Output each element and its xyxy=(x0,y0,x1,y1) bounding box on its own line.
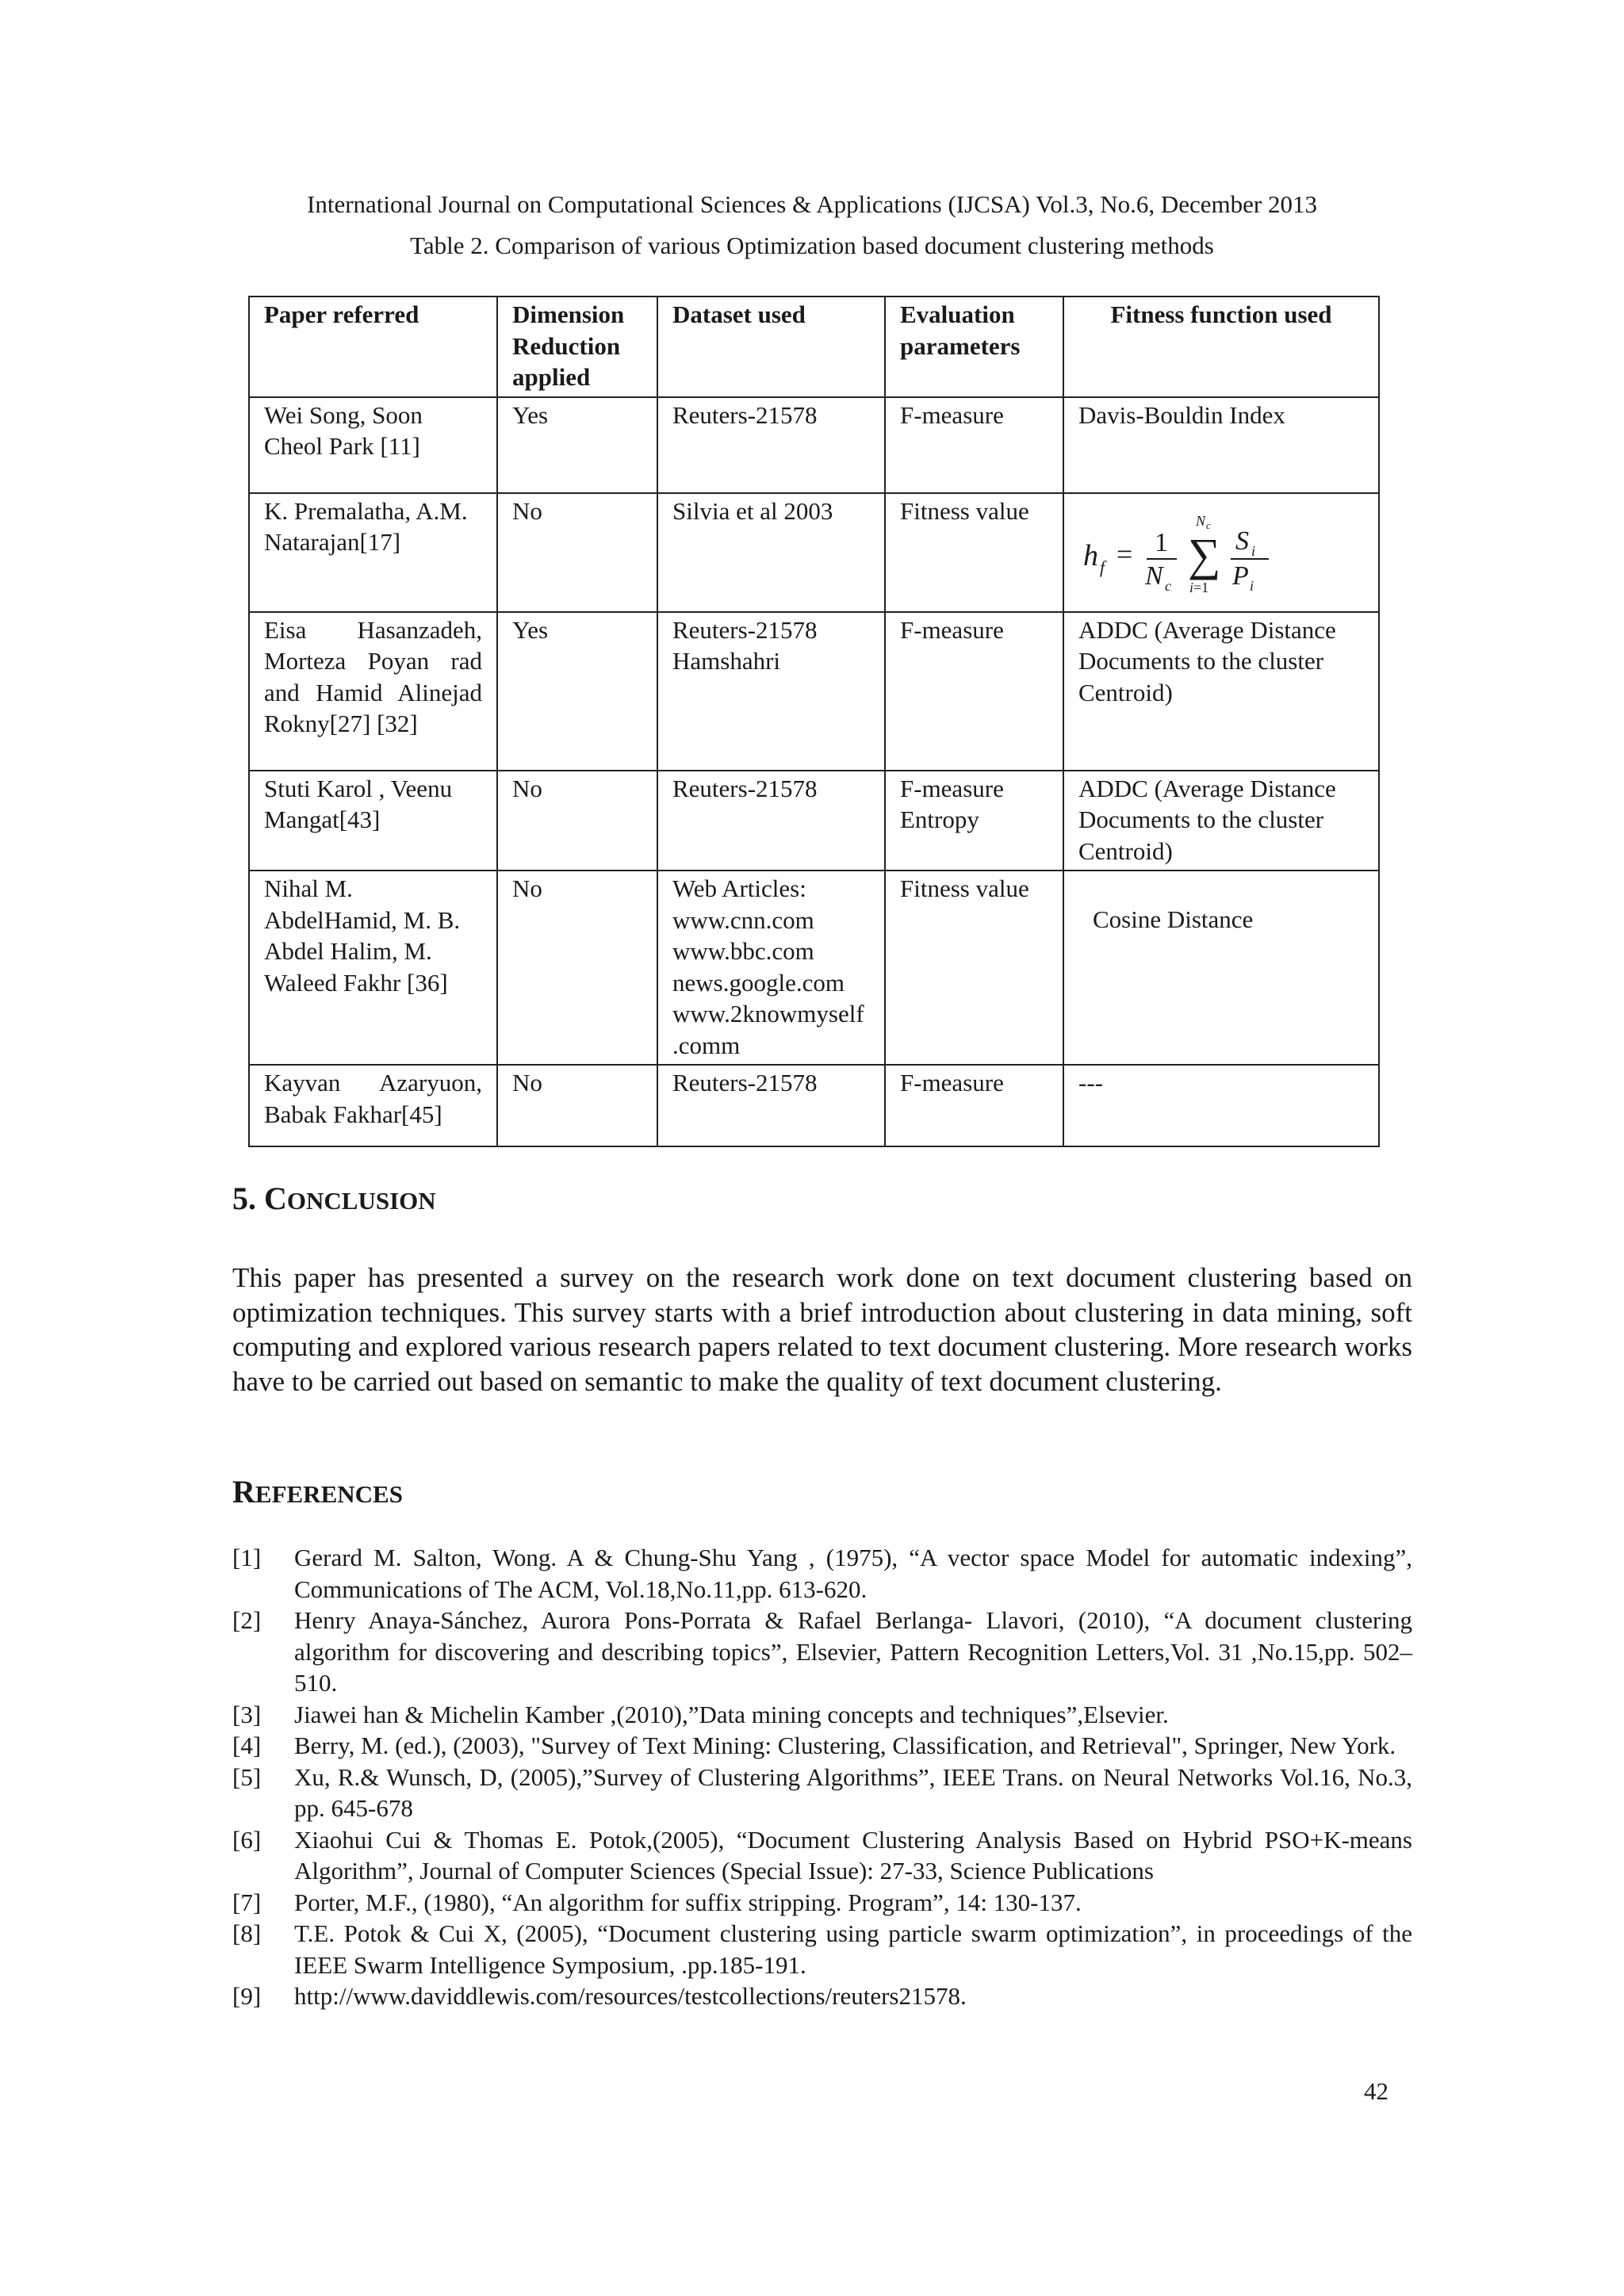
svg-text:f: f xyxy=(1100,557,1105,577)
table-row xyxy=(249,1065,1379,1146)
table-cell: No xyxy=(497,871,657,1065)
conclusion-heading: 5. CONCLUSION xyxy=(232,1181,436,1216)
references-heading: REFERENCES xyxy=(232,1474,403,1510)
table-cell: Fitness value xyxy=(885,871,1063,1065)
table-cell: Kayvan Azaryuon, Babak Fakhar[45] xyxy=(249,1065,497,1146)
table-cell: Fitness value xyxy=(885,493,1063,612)
svg-text:N: N xyxy=(1196,512,1206,529)
fitness-formula xyxy=(1078,511,1285,599)
table-row xyxy=(249,612,1379,771)
table-row xyxy=(249,397,1379,493)
table-cell: Yes xyxy=(497,612,657,771)
table-cell: Reuters-21578 xyxy=(657,771,885,871)
column-header: Dataset used xyxy=(657,297,885,397)
table-cell: F-measure xyxy=(885,612,1063,771)
svg-text:S: S xyxy=(1235,526,1249,556)
table-cell: K. Premalatha, A.M. Natarajan[17] xyxy=(249,493,497,612)
reference-item: [2] Henry Anaya-Sánchez, Aurora Pons-Porrata & Rafael Berlanga- Llavori, (2010), “A document clustering algorithm for discovering and describing topics”, Elsevier, Pattern Recognition Letters,Vol. 31 ,No.15,pp. 502–510. xyxy=(232,1606,1412,1697)
reference-item: [1] Gerard M. Salton, Wong. A & Chung-Shu Yang , (1975), “A vector space Model for automatic indexing”, Communications of The ACM, Vol.18,No.11,pp. 613-620. xyxy=(232,1544,1412,1603)
table-cell: Davis-Bouldin Index xyxy=(1063,397,1379,493)
column-header: Evaluation parameters xyxy=(885,297,1063,397)
table-row xyxy=(249,493,1379,612)
table-header-row xyxy=(249,297,1379,397)
table-cell: F-measure xyxy=(885,1065,1063,1146)
svg-text:i: i xyxy=(1251,542,1256,559)
table-cell: No xyxy=(497,1065,657,1146)
reference-item: [4] Berry, M. (ed.), (2003), "Survey of Text Mining: Clustering, Classification, and Retrieval", Springer, New York. xyxy=(232,1732,1396,1759)
column-header: Dimension Reduction applied xyxy=(497,297,657,397)
table-cell: F-measure xyxy=(885,397,1063,493)
conclusion-paragraph: This paper has presented a survey on the research work done on text document clustering based on optimization techniques. This survey starts with a brief introduction about clustering in data mining, soft computing and explored various research papers related to text document clustering. More research works have to be carried out based on semantic to make the quality of text document clustering. xyxy=(232,1262,1412,1397)
column-header: Fitness function used xyxy=(1063,297,1379,397)
svg-text:1: 1 xyxy=(1155,527,1168,557)
reference-list xyxy=(232,1542,1412,2012)
reference-item: [9] http://www.daviddlewis.com/resources/testcollections/reuters21578. xyxy=(232,1982,967,2010)
table-cell: --- xyxy=(1063,1065,1379,1146)
svg-text:i: i xyxy=(1250,577,1254,594)
svg-text:∑: ∑ xyxy=(1188,528,1221,580)
table-cell xyxy=(1063,871,1379,1065)
table-row xyxy=(249,771,1379,871)
reference-item: [5] Xu, R.& Wunsch, D, (2005),”Survey of Clustering Algorithms”, IEEE Trans. on Neural Networks Vol.16, No.3, pp. 645-678 xyxy=(232,1762,1412,1822)
table-cell: Eisa Hasanzadeh, Morteza Poyan rad and Hamid Alinejad Rokny[27] [32] xyxy=(249,612,497,771)
table-row xyxy=(249,871,1379,1065)
comparison-table xyxy=(248,296,1380,1147)
table-cell: No xyxy=(497,493,657,612)
svg-text:c: c xyxy=(1206,519,1211,531)
reference-item: [8] T.E. Potok & Cui X, (2005), “Document clustering using particle swarm optimization”, in proceedings of the IEEE Swarm Intelligence Symposium, .pp.185-191. xyxy=(232,1919,1412,1979)
table-cell: Nihal M. AbdelHamid, M. B. Abdel Halim, M. Waleed Fakhr [36] xyxy=(249,871,497,1065)
table-cell xyxy=(1063,493,1379,612)
reference-item: [7] Porter, M.F., (1980), “An algorithm for suffix stripping. Program”, 14: 130-137. xyxy=(232,1888,1082,1916)
table-cell: No xyxy=(497,771,657,871)
table-cell: Silvia et al 2003 xyxy=(657,493,885,612)
table-caption: Table 2. Comparison of various Optimization based document clustering methods xyxy=(410,232,1214,259)
table-cell: Reuters-21578 Hamshahri xyxy=(657,612,885,771)
column-header: Paper referred xyxy=(249,297,497,397)
table-cell: Yes xyxy=(497,397,657,493)
reference-item: [6] Xiaohui Cui & Thomas E. Potok,(2005), “Document Clustering Analysis Based on Hybrid PSO+K-means Algorithm”, Journal of Computer Sciences (Special Issue): 27-33, Science Publications xyxy=(232,1825,1412,1885)
table-cell: ADDC (Average Distance Documents to the cluster Centroid) xyxy=(1063,612,1379,771)
table-cell: Reuters-21578 xyxy=(657,397,885,493)
table-cell: Reuters-21578 xyxy=(657,1065,885,1146)
page-number: 42 xyxy=(1364,2077,1388,2105)
svg-text:c: c xyxy=(1165,577,1171,594)
svg-text:=: = xyxy=(1116,538,1133,570)
table-cell: F-measure Entropy xyxy=(885,771,1063,871)
table-cell: Web Articles: www.cnn.com www.bbc.com news.google.com www.2knowmyself.comm xyxy=(657,871,885,1065)
cosine-distance-text: Cosine Distance xyxy=(1093,905,1254,933)
svg-text:i=1: i=1 xyxy=(1189,579,1209,595)
svg-text:P: P xyxy=(1232,561,1249,591)
table-cell: ADDC (Average Distance Documents to the cluster Centroid) xyxy=(1063,771,1379,871)
table-cell: Wei Song, Soon Cheol Park [11] xyxy=(249,397,497,493)
svg-text:N: N xyxy=(1145,561,1163,591)
running-header: International Journal on Computational Sciences & Applications (IJCSA) Vol.3, No.6, December 2013 xyxy=(307,190,1317,218)
table-cell: Stuti Karol , Veenu Mangat[43] xyxy=(249,771,497,871)
reference-item: [3] Jiawei han & Michelin Kamber ,(2010),”Data mining concepts and techniques”,Elsevier. xyxy=(232,1700,1169,1728)
svg-text:h: h xyxy=(1083,538,1098,572)
